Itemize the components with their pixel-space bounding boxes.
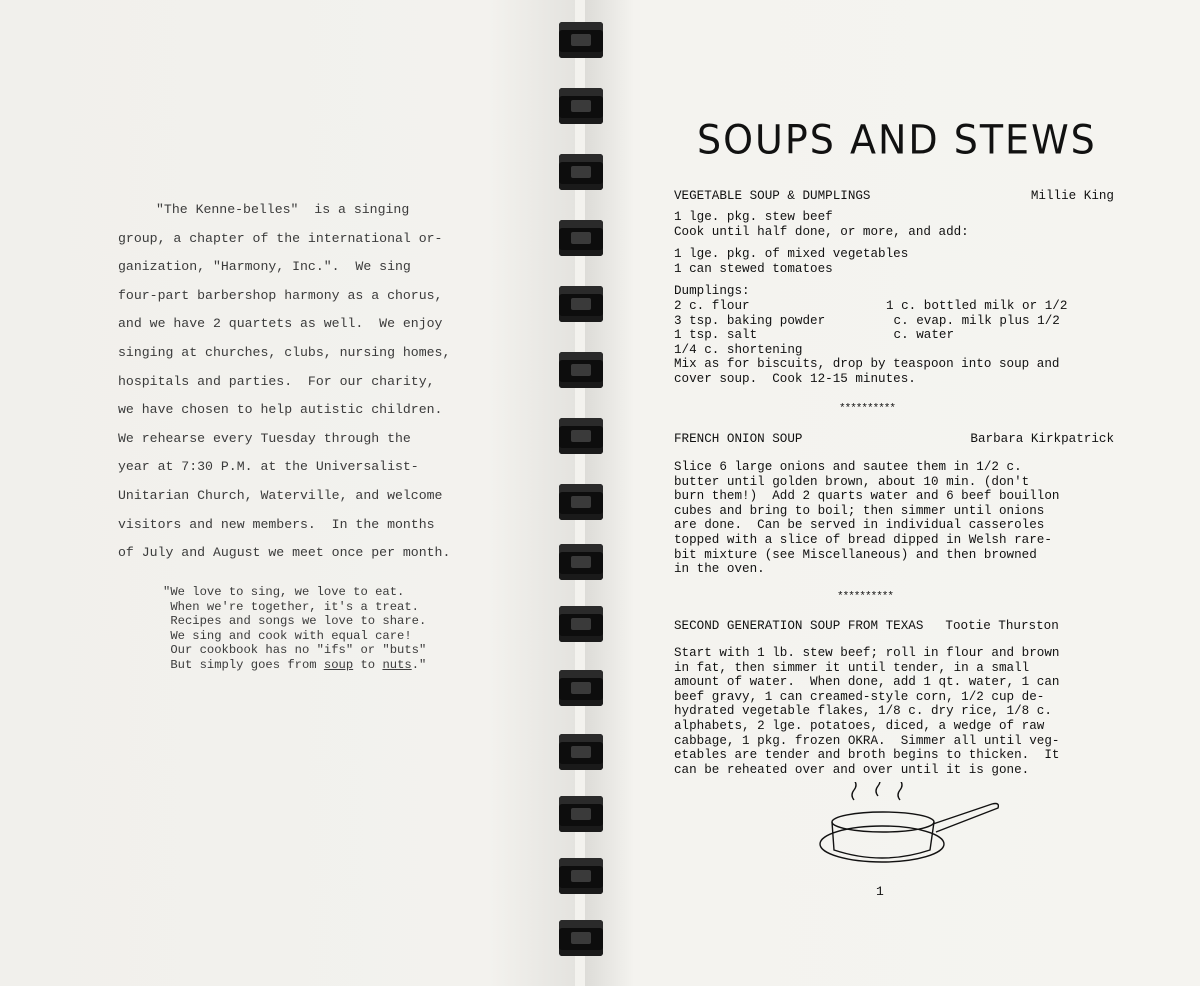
recipe-header <box>674 619 1114 633</box>
binding-ring <box>559 154 603 190</box>
recipe-line: are done. Can be served in individual casseroles <box>674 518 1045 533</box>
intro-line: ganization, "Harmony, Inc.". We sing <box>118 259 411 275</box>
poem-underlined-word: nuts <box>382 657 412 672</box>
poem-last-line <box>163 658 483 673</box>
recipe-line: can be reheated over and over until it is gone. <box>674 762 1030 777</box>
recipe-line: bit mixture (see Miscellaneous) and then browned <box>674 547 1037 562</box>
pan-rim <box>832 812 934 832</box>
recipe-line: cubes and bring to boil; then simmer until onions <box>674 503 1045 518</box>
poem <box>163 585 483 673</box>
poem-text: ." <box>411 657 427 672</box>
dumplings-ingredients <box>674 299 1119 357</box>
recipe-title: SECOND GENERATION SOUP FROM TEXAS <box>674 619 924 633</box>
binding-ring <box>559 920 603 956</box>
ingredient-line: 3 tsp. baking powder <box>674 313 826 328</box>
poem-text: But simply goes from <box>163 657 324 672</box>
steam-line <box>898 782 902 800</box>
intro-paragraph <box>118 196 478 568</box>
binding-ring <box>559 22 603 58</box>
intro-line: We rehearse every Tuesday through the <box>118 430 411 446</box>
intro-line: hospitals and parties. For our charity, <box>118 373 435 389</box>
poem-line: We sing and cook with equal care! <box>163 628 412 643</box>
recipe-line: Mix as for biscuits, drop by teaspoon into soup and <box>674 357 1060 372</box>
intro-line: of July and August we meet once per month. <box>118 545 451 561</box>
poem-line: Recipes and songs we love to share. <box>163 614 427 629</box>
intro-line: four-part barbershop harmony as a chorus, <box>118 287 443 303</box>
recipe-line: cover soup. Cook 12-15 minutes. <box>674 371 916 386</box>
recipe-line: 1 lge. pkg. of mixed vegetables <box>674 247 909 262</box>
binding-ring <box>559 606 603 642</box>
recipe-title: FRENCH ONION SOUP <box>674 432 803 446</box>
binding-ring <box>559 544 603 580</box>
recipe-line: beef gravy, 1 can creamed-style corn, 1/2 cup de- <box>674 689 1045 704</box>
recipe-author: Barbara Kirkpatrick <box>970 432 1114 446</box>
recipe-line: 1 lge. pkg. stew beef <box>674 210 833 224</box>
intro-line: group, a chapter of the international or- <box>118 230 443 246</box>
ingredient-line: 1/4 c. shortening <box>674 342 803 357</box>
recipe-author: Tootie Thurston <box>945 619 1059 633</box>
recipe-line: hydrated vegetable flakes, 1/8 c. dry rice, 1/8 c. <box>674 704 1052 719</box>
recipe-line: in the oven. <box>674 562 765 577</box>
section-title: SOUPS AND STEWS <box>697 116 1097 164</box>
binding-ring <box>559 670 603 706</box>
recipe-line: in fat, then simmer it until tender, in a small <box>674 660 1030 675</box>
pan-body <box>832 822 934 858</box>
binding-ring <box>559 418 603 454</box>
poem-line: Our cookbook has no "ifs" or "buts" <box>163 643 427 658</box>
poem-line: When we're together, it's a treat. <box>163 599 419 614</box>
kenne-belles-intro <box>118 196 478 568</box>
binding-ring <box>559 286 603 322</box>
recipe-line: Start with 1 lb. stew beef; roll in flour and brown <box>674 646 1060 660</box>
dumplings-label: Dumplings: <box>674 284 750 299</box>
spiral-binding <box>553 0 613 986</box>
recipe-author: Millie King <box>1030 189 1114 203</box>
steam-line <box>876 782 880 796</box>
recipe-line: Slice 6 large onions and sautee them in 1/2 c. <box>674 460 1022 474</box>
recipe-line: etables are tender and broth begins to thicken. It <box>674 748 1060 763</box>
recipe-line: topped with a slice of bread dipped in Welsh rare- <box>674 532 1052 547</box>
recipe-line: amount of water. When done, add 1 qt. water, 1 can <box>674 675 1060 690</box>
intro-line: visitors and new members. In the months <box>118 516 435 532</box>
recipe-header <box>674 432 1114 446</box>
pan-handle <box>933 804 998 833</box>
page-number: 1 <box>876 884 884 899</box>
recipe-line: burn them!) Add 2 quarts water and 6 beef bouillon <box>674 489 1060 504</box>
binding-ring <box>559 220 603 256</box>
recipe-line: cabbage, 1 pkg. frozen OKRA. Simmer all until veg- <box>674 733 1060 748</box>
intro-line: and we have 2 quartets as well. We enjoy <box>118 316 443 332</box>
binding-ring <box>559 858 603 894</box>
poem-text: to <box>353 657 383 672</box>
recipe-body <box>674 460 1119 577</box>
poem-underlined-word: soup <box>323 657 354 672</box>
intro-line: "The Kenne-belles" is a singing <box>156 202 410 217</box>
recipe-line: Cook until half done, or more, and add: <box>674 224 969 239</box>
ingredient-line: c. evap. milk plus 1/2 <box>886 313 1060 328</box>
separator-stars: ********** <box>839 403 896 415</box>
recipe-title: VEGETABLE SOUP & DUMPLINGS <box>674 189 871 203</box>
ingredient-line: 2 c. flour <box>674 298 750 313</box>
recipe-header <box>674 189 1114 203</box>
recipe-line: 1 can stewed tomatoes <box>674 261 833 276</box>
recipe-line: butter until golden brown, about 10 min. (don't <box>674 474 1030 489</box>
soup-pan-illustration <box>812 782 1002 874</box>
recipe-body <box>674 646 1119 777</box>
binding-ring <box>559 734 603 770</box>
recipe-line: alphabets, 2 lge. potatoes, diced, a wedge of raw <box>674 718 1045 733</box>
intro-line: Unitarian Church, Waterville, and welcome <box>118 487 443 503</box>
intro-line: we have chosen to help autistic children. <box>118 402 443 418</box>
poem-line: "We love to sing, we love to eat. <box>163 585 405 599</box>
binding-ring <box>559 796 603 832</box>
separator-stars: ********** <box>837 591 894 603</box>
steam-line <box>852 782 856 800</box>
left-page <box>0 0 575 986</box>
binding-ring <box>559 352 603 388</box>
intro-line: year at 7:30 P.M. at the Universalist- <box>118 459 419 475</box>
binding-ring <box>559 88 603 124</box>
ingredient-line: 1 tsp. salt <box>674 328 758 343</box>
binding-ring <box>559 484 603 520</box>
ingredient-line: c. water <box>886 328 955 343</box>
ingredient-line: 1 c. bottled milk or 1/2 <box>886 298 1068 313</box>
recipe-body <box>674 210 1119 387</box>
intro-line: singing at churches, clubs, nursing homes, <box>118 344 451 360</box>
